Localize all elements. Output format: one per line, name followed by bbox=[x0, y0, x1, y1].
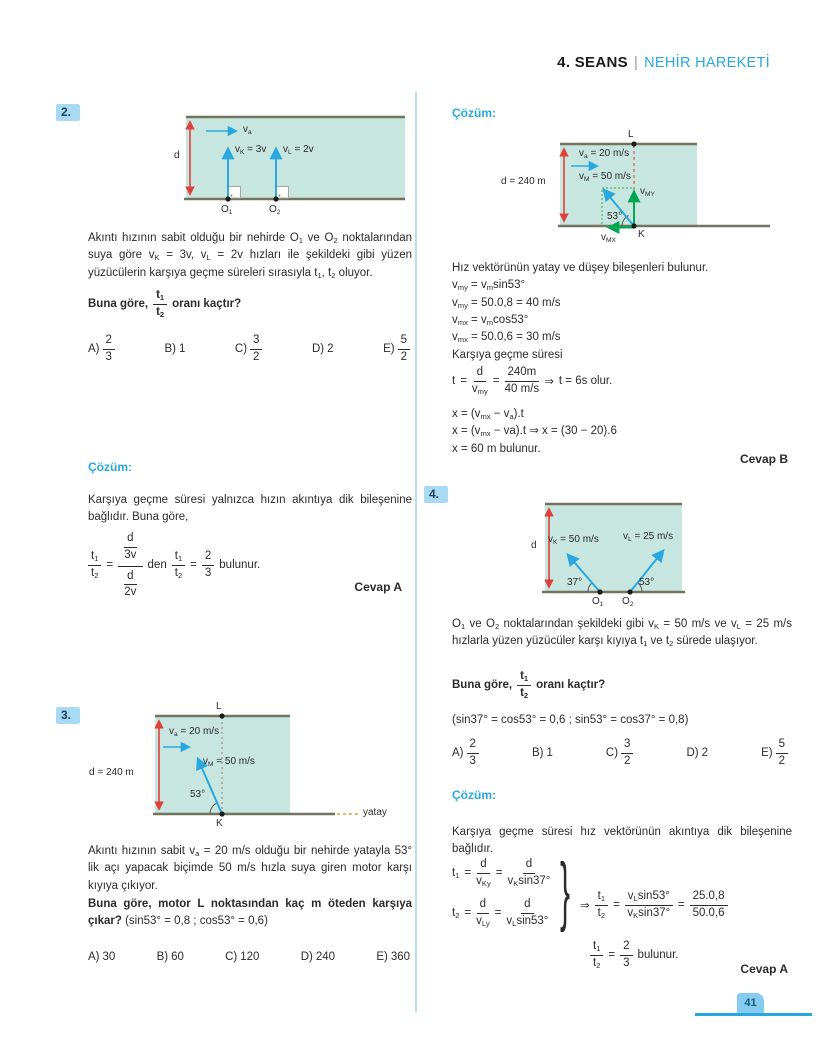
vm-label: $v_M = 50$ m/s bbox=[579, 171, 631, 183]
angle-label: 53° bbox=[190, 789, 206, 800]
option-a: A) 30 bbox=[88, 951, 116, 963]
problem-2-question: Buna göre, $\frac{t_1}{t_2}$ oranı kaçtır? bbox=[88, 289, 242, 319]
solution-2-formula: $\frac{t_1}{t_2}$ = $\frac{\frac{d}{3v}}{\frac{d}{2v}}$ den $\frac{t_1}{t_2}$ = $\frac{2}{3}$ bulunur. bbox=[88, 530, 260, 600]
ratio-formula: ⇒ $\frac{t_1}{t_2}$ = $\frac{v_L\sin 53^\circ}{v_K\sin 37^\circ}$ = $\frac{25.0,8}{50.0,6}$ bbox=[580, 890, 728, 921]
river-diagram-2 bbox=[160, 108, 415, 220]
k-label: K bbox=[638, 229, 645, 240]
solution-4-heading: Çözüm: bbox=[452, 788, 496, 802]
solution-line: $v_{my} = 50.0,8 = 40$ m/s bbox=[452, 296, 561, 310]
solution-line: $x = (v_{mx} - v_a).t$ bbox=[452, 408, 524, 422]
solution-line: Hız vektörünün yatay ve düşey bileşenleri bulunur. bbox=[452, 262, 709, 274]
displacement-steps bbox=[452, 406, 792, 458]
problem-4-question: Buna göre, $\frac{t_1}{t_2}$ oranı kaçtır? bbox=[452, 670, 606, 700]
option-b: B) 60 bbox=[156, 951, 184, 963]
page-number: 41 bbox=[737, 993, 764, 1013]
current-label: $v_a$ bbox=[243, 124, 252, 136]
width-label: d = 240 m bbox=[89, 767, 134, 778]
o1-label: $O_1$ bbox=[592, 596, 604, 608]
option-e: E) $\frac{5}{2}$ bbox=[383, 334, 410, 365]
vm-label: $v_M = 50$ m/s bbox=[203, 756, 255, 768]
footer-line bbox=[695, 1013, 812, 1016]
width-label: d bbox=[174, 150, 180, 161]
t1-formula: $t_1$ = $\frac{d}{v_{Ky}}$ = $\frac{d}{v_K\sin 37^\circ}$ bbox=[452, 858, 551, 888]
option-d: D) 2 bbox=[312, 343, 334, 356]
solution-3-diagram bbox=[495, 126, 825, 250]
solution-3-steps bbox=[452, 260, 792, 364]
option-e: E) $\frac{5}{2}$ bbox=[761, 738, 788, 769]
time-formula: t = $\frac{d}{v_{my}}$ = $\frac{240m}{40 m/s}$ ⇒ t = 6s olur. bbox=[452, 366, 613, 396]
solution-2-text: Karşıya geçme süresi yalnızca hızın akıntıya dik bileşenine bağlıdır. Buna göre, bbox=[88, 494, 412, 524]
option-c: C) $\frac{3}{2}$ bbox=[235, 334, 263, 365]
solution-line: Karşıya geçme süresi bbox=[452, 348, 563, 361]
column-divider bbox=[415, 92, 417, 1012]
point-o2-dot bbox=[273, 196, 278, 201]
right-angle-mark-2 bbox=[277, 187, 289, 199]
problem-4-trig-note: (sin37° = cos53° = 0,6 ; sin53° = cos37° = 0,8) bbox=[452, 714, 689, 726]
question-prefix: Buna göre, bbox=[88, 298, 149, 311]
answer-2: Cevap A bbox=[354, 580, 402, 594]
angle-37-label: 37° bbox=[567, 577, 583, 588]
o2-label: $O_2$ bbox=[622, 596, 634, 608]
point-l-dot bbox=[631, 141, 636, 146]
point-o2-dot bbox=[627, 589, 632, 594]
option-d: D) 240 bbox=[300, 951, 336, 963]
problem-3-number: 3. bbox=[56, 707, 80, 724]
option-e: E) 360 bbox=[376, 951, 410, 963]
option-c: C) $\frac{3}{2}$ bbox=[606, 738, 634, 769]
yatay-label: yatay bbox=[363, 807, 387, 818]
solution-3-heading: Çözüm: bbox=[452, 106, 496, 120]
vmy-label: $v_{MY}$ bbox=[640, 186, 655, 198]
problem-2-number: 2. bbox=[56, 104, 80, 121]
option-a: A) $\frac{2}{3}$ bbox=[88, 334, 115, 365]
point-o1-dot bbox=[597, 589, 602, 594]
problem-3-question bbox=[88, 896, 412, 931]
solution-line: $v_{my} = v_m\sin 53^\circ$ bbox=[452, 279, 526, 293]
current-label: $v_a = 20$ m/s bbox=[169, 726, 220, 738]
l-label: L bbox=[628, 129, 634, 140]
trig-note: (sin53° = 0,8 ; cos53° = 0,6) bbox=[125, 915, 268, 928]
chapter-title: NEHİR HAREKETİ bbox=[644, 55, 770, 71]
brace: } bbox=[560, 849, 571, 934]
question-prefix: Buna göre, bbox=[452, 679, 513, 692]
vl-label: $v_L = 2v$ bbox=[283, 144, 314, 156]
k-label: K bbox=[216, 818, 223, 829]
point-l-dot bbox=[219, 713, 224, 718]
option-a: A) $\frac{2}{3}$ bbox=[452, 738, 479, 769]
point-k-dot bbox=[631, 223, 636, 228]
problem-3-diagram bbox=[85, 700, 415, 834]
problem-2-diagram bbox=[160, 108, 415, 220]
river-diagram-4 bbox=[520, 492, 820, 616]
problem-4-options bbox=[452, 738, 788, 769]
problem-4-text: $O_1$ ve $O_2$ noktalarından şekildeki gibi $v_K = 50$ m/s ve $v_L = 25$ m/s hızlarla yüzen yüzücüler karşı kıyıya $t_1$ ve $t_2$ sürede ulaşıyor. bbox=[452, 618, 792, 649]
solution-4-text: Karşıya geçme süresi hız vektörünün akıntıya dik bileşenine bağlıdır. bbox=[452, 826, 792, 856]
problem-2-text: Akıntı hızının sabit olduğu bir nehirde $O_1$ ve $O_2$ noktalarından suya göre $v_K = 3v$, $v_L = 2v$ hızları ile şekildeki gibi yüzen yüzücülerin karşıya geçme süreleri sırasıyla $t_1$, $t_2$ oluyor. bbox=[88, 232, 413, 280]
solution-line: x = 60 m bulunur. bbox=[452, 442, 541, 455]
answer-3: Cevap B bbox=[739, 452, 788, 466]
width-label: d bbox=[531, 540, 537, 551]
solution-line: $x = (v_{mx} - va).t$ ⇒ x = (30 − 20).6 bbox=[452, 425, 617, 439]
problem-3-options bbox=[88, 951, 410, 963]
vk-label: $v_K = 50$ m/s bbox=[548, 534, 599, 546]
current-label: $v_a = 20$ m/s bbox=[579, 148, 630, 160]
angle-label: 53° bbox=[607, 211, 623, 222]
question-suffix: oranı kaçtır? bbox=[536, 679, 606, 692]
t2-formula: $t_2$ = $\frac{d}{v_{Ly}}$ = $\frac{d}{v_L\sin 53^\circ}$ bbox=[452, 898, 549, 928]
question-suffix: oranı kaçtır? bbox=[172, 298, 242, 311]
header-separator: | bbox=[633, 54, 639, 71]
problem-3-text: Akıntı hızının sabit $v_a = 20$ m/s olduğu bir nehirde yatayla 53° lik açı yapacak biçimde 50 m/s hızla suya giren motor karşı kıyıya çıkıyor. bbox=[88, 845, 412, 892]
width-label: d = 240 m bbox=[501, 176, 546, 187]
problem-4-number: 4. bbox=[424, 486, 448, 503]
point-o1-dot bbox=[225, 196, 230, 201]
option-b: B) 1 bbox=[531, 747, 553, 760]
solution-2-heading: Çözüm: bbox=[88, 460, 132, 474]
answer-4: Cevap A bbox=[740, 962, 788, 976]
point-k-dot bbox=[219, 811, 224, 816]
right-angle-mark-1 bbox=[229, 187, 241, 199]
option-b: B) 1 bbox=[164, 343, 186, 356]
river-area bbox=[545, 504, 682, 592]
session-number: 4. SEANS bbox=[557, 54, 628, 71]
l-label: L bbox=[216, 701, 222, 712]
vmx-label: $v_{MX}$ bbox=[601, 232, 616, 244]
river-area bbox=[186, 117, 405, 199]
angle-53-label: 53° bbox=[639, 577, 655, 588]
final-formula: $\frac{t_1}{t_2}$ = $\frac{2}{3}$ bulunur. bbox=[590, 940, 678, 971]
question-bold: Buna göre, motor L noktasından kaç m öteden karşıya çıkar? bbox=[88, 898, 412, 928]
o1-label: $O_1$ bbox=[221, 204, 233, 216]
problem-2-options bbox=[88, 334, 410, 365]
option-c: C) 120 bbox=[225, 951, 260, 963]
problem-4-diagram bbox=[520, 492, 820, 616]
solution-line: $v_{mx} = 50.0,6 = 30$ m/s bbox=[452, 331, 561, 345]
solution-line: $v_{mx} = v_m\cos 53^\circ$ bbox=[452, 313, 529, 328]
o2-label: $O_2$ bbox=[269, 204, 281, 216]
vl-label: $v_L = 25$ m/s bbox=[623, 531, 674, 543]
vk-label: $v_K = 3v$ bbox=[235, 144, 267, 156]
river-diagram-sol3 bbox=[495, 126, 825, 250]
option-d: D) 2 bbox=[686, 747, 709, 760]
page-header bbox=[557, 54, 770, 71]
